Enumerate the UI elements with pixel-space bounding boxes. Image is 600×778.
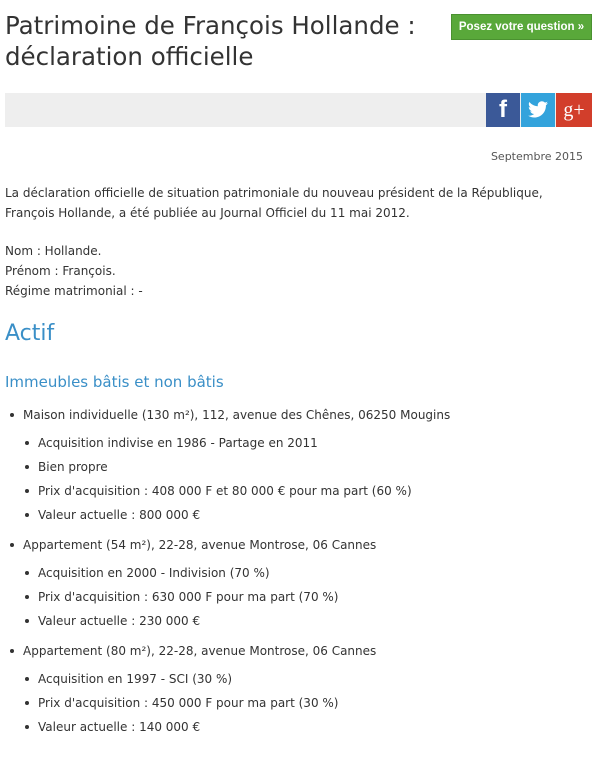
property-item [0,535,600,635]
bullet-icon [25,489,29,493]
bullet-icon [25,701,29,705]
property-detail: Prix d'acquisition : 450 000 F pour ma part (30 %) [0,693,600,717]
bullet-icon [25,619,29,623]
identity-nom: Nom : Hollande. [5,244,102,258]
property-item [0,641,600,741]
bullet-icon [25,571,29,575]
property-detail: Bien propre [0,457,600,481]
property-detail: Prix d'acquisition : 630 000 F pour ma part (70 %) [0,587,600,611]
property-details [0,563,600,635]
facebook-icon: f [499,96,507,123]
bullet-icon [25,441,29,445]
twitter-icon [528,101,548,118]
property-detail: Valeur actuelle : 230 000 € [0,611,600,635]
property-detail: Prix d'acquisition : 408 000 F et 80 000 € pour ma part (60 %) [0,481,600,505]
property-detail: Acquisition indivise en 1986 - Partage en 2011 [0,433,600,457]
section-heading-actif: Actif [5,321,55,346]
ask-question-button[interactable]: Posez votre question » [451,14,592,40]
property-details [0,669,600,741]
bullet-icon [10,649,14,653]
google-plus-icon: g+ [563,99,585,121]
bullet-icon [10,543,14,547]
identity-block [5,241,565,301]
property-detail: Acquisition en 2000 - Indivision (70 %) [0,563,600,587]
bullet-icon [25,725,29,729]
twitter-share-button[interactable] [521,93,555,127]
page-title: Patrimoine de François Hollande : déclaration officielle [5,11,416,71]
bullet-icon [10,413,14,417]
property-detail: Valeur actuelle : 800 000 € [0,505,600,529]
google-plus-share-button[interactable] [556,93,592,127]
property-title: Appartement (54 m²), 22-28, avenue Montrose, 06 Cannes [23,538,377,552]
property-title: Appartement (80 m²), 22-28, avenue Montrose, 06 Cannes [23,644,377,658]
property-title: Maison individuelle (130 m²), 112, avenue des Chênes, 06250 Mougins [23,408,451,422]
identity-prenom: Prénom : François. [5,264,116,278]
identity-regime: Régime matrimonial : - [5,284,143,298]
property-details [0,433,600,529]
property-detail: Valeur actuelle : 140 000 € [0,717,600,741]
bullet-icon [25,513,29,517]
intro-paragraph: La déclaration officielle de situation patrimoniale du nouveau président de la République, François Hollande, a été publiée au Journal Officiel du 11 mai 2012. [5,186,543,220]
property-item [0,405,600,529]
bullet-icon [25,465,29,469]
property-detail: Acquisition en 1997 - SCI (30 %) [0,669,600,693]
bullet-icon [25,677,29,681]
subsection-heading-immeubles: Immeubles bâtis et non bâtis [5,373,224,391]
property-list [0,405,600,741]
bullet-icon [25,595,29,599]
facebook-share-button[interactable] [486,93,520,127]
article-date: Septembre 2015 [490,150,583,163]
